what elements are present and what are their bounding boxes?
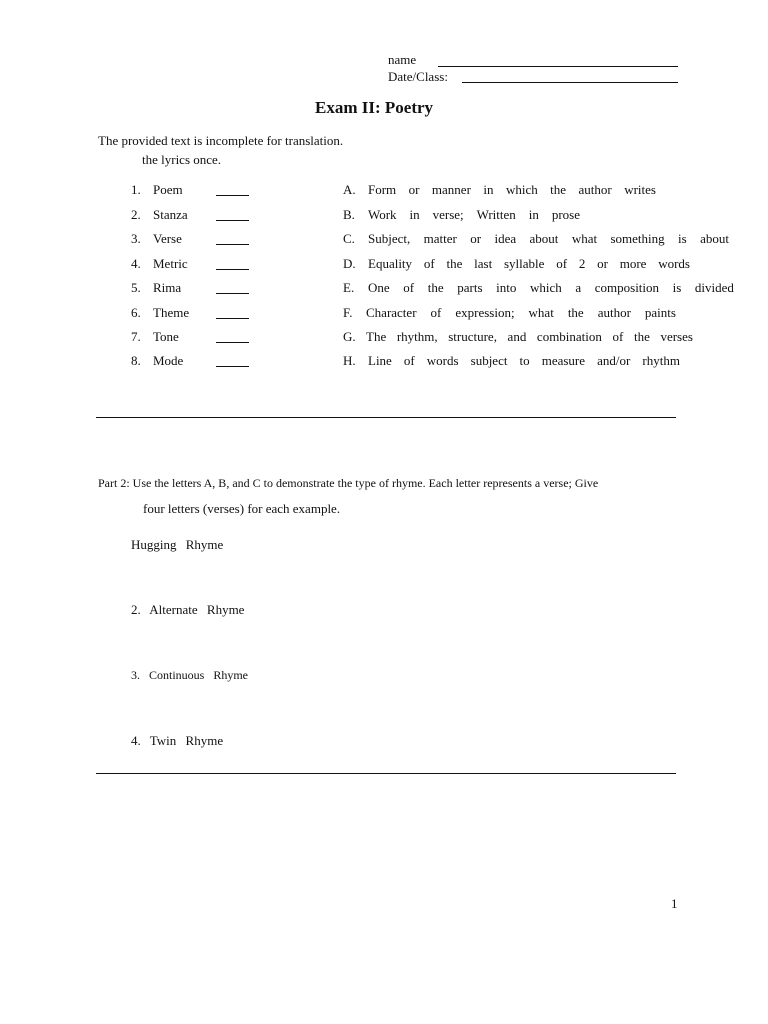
definition-word: 2 (578, 256, 586, 271)
term-label: Rima (153, 280, 182, 295)
definition-word: which (529, 280, 562, 295)
section-divider (96, 417, 676, 418)
definition-word: divided (694, 280, 734, 295)
term-number: 1. (131, 182, 141, 197)
definition-word: rhythm, (396, 329, 438, 344)
definition-word: the (550, 182, 567, 197)
definition-word: words (426, 353, 459, 368)
definition-word: syllable (503, 256, 545, 271)
rhyme-item: 3. Continuous Rhyme (131, 668, 249, 682)
term-label: Metric (153, 256, 188, 271)
definition-word: of (423, 256, 435, 271)
definition-letter: H. (343, 353, 356, 368)
definition-word: prose (551, 207, 580, 222)
definition-word: the (446, 256, 463, 271)
answer-blank[interactable] (216, 342, 249, 343)
definition-letter: F. (343, 305, 353, 320)
term-label: Theme (153, 305, 190, 320)
definition-text (368, 353, 680, 369)
term-label: Poem (153, 182, 183, 197)
answer-blank[interactable] (216, 318, 249, 319)
definition-word: is (678, 231, 687, 246)
definition-word: of (403, 280, 415, 295)
term-label: Verse (153, 231, 182, 246)
term-number: 5. (131, 280, 141, 295)
answer-blank[interactable] (216, 220, 249, 221)
term-number: 8. (131, 353, 141, 368)
definition-word: Line (368, 353, 392, 368)
term-number: 2. (131, 207, 141, 222)
term-number: 6. (131, 305, 141, 320)
page-number: 1 (671, 896, 678, 911)
definition-word: of (556, 256, 568, 271)
answer-blank[interactable] (216, 195, 249, 196)
definition-word: about (529, 231, 559, 246)
definition-word: Written (476, 207, 516, 222)
definition-word: something (610, 231, 665, 246)
definition-word: verse; (432, 207, 464, 222)
definition-word: in (528, 207, 539, 222)
definition-word: more (619, 256, 647, 271)
intro-line-1: The provided text is incomplete for translation. (98, 133, 344, 148)
definition-word: matter (423, 231, 457, 246)
definition-letter: B. (343, 207, 355, 222)
definition-word: parts (457, 280, 483, 295)
name-line (438, 66, 678, 67)
definition-word: a (575, 280, 582, 295)
definition-word: the (633, 329, 650, 344)
definition-word: Equality (368, 256, 413, 271)
definition-word: author (578, 182, 612, 197)
definition-word: which (505, 182, 538, 197)
definition-letter: A. (343, 182, 356, 197)
answer-blank[interactable] (216, 269, 249, 270)
definition-word: or (408, 182, 420, 197)
term-label: Stanza (153, 207, 188, 222)
date-class-line (462, 82, 678, 83)
definition-word: of (430, 305, 442, 320)
definition-word: or (597, 256, 608, 271)
definition-letter: E. (343, 280, 355, 295)
answer-blank[interactable] (216, 244, 249, 245)
term-number: 7. (131, 329, 141, 344)
part2-instructions-line-2: four letters (verses) for each example. (143, 501, 341, 516)
intro-line-2: the lyrics once. (142, 152, 222, 167)
definition-word: the (567, 305, 584, 320)
definition-word: what (571, 231, 598, 246)
definition-word: in (409, 207, 420, 222)
definition-word: the (427, 280, 444, 295)
definition-word: last (474, 256, 493, 271)
definition-word: what (528, 305, 554, 320)
definition-word: manner (431, 182, 471, 197)
definition-word: idea (494, 231, 517, 246)
definition-word: Form (368, 182, 397, 197)
definition-word: writes (624, 182, 656, 197)
definition-word: and (507, 329, 527, 344)
definition-text (368, 231, 729, 247)
definition-word: measure (541, 353, 586, 368)
definition-text (368, 207, 580, 223)
definition-word: verses (660, 329, 693, 344)
definition-text (366, 305, 676, 321)
answer-blank[interactable] (216, 293, 249, 294)
definition-word: author (597, 305, 631, 320)
definition-word: paints (644, 305, 676, 320)
definition-word: to (519, 353, 530, 368)
section-divider (96, 773, 676, 774)
definition-word: expression; (455, 305, 515, 320)
definition-word: of (612, 329, 624, 344)
definition-word: Character (366, 305, 417, 320)
term-label: Tone (153, 329, 179, 344)
definition-word: Work (368, 207, 397, 222)
definition-word: One (368, 280, 390, 295)
definition-word: and/or (597, 353, 631, 368)
page-title: Exam II: Poetry (315, 98, 434, 117)
rhyme-item: 4. Twin Rhyme (131, 733, 224, 748)
answer-blank[interactable] (216, 366, 249, 367)
definition-word: or (470, 231, 482, 246)
definition-word: Subject, (368, 231, 411, 246)
rhyme-item: Hugging Rhyme (131, 537, 224, 552)
name-label: name (388, 52, 417, 67)
definition-text (368, 182, 656, 198)
definition-word: is (672, 280, 682, 295)
term-number: 4. (131, 256, 141, 271)
term-number: 3. (131, 231, 141, 246)
definition-word: subject (470, 353, 508, 368)
definition-letter: C. (343, 231, 355, 246)
part2-instructions-line-1: Part 2: Use the letters A, B, and C to demonstrate the type of rhyme. Each letter represents a verse; Give (98, 476, 599, 490)
definition-word: words (658, 256, 690, 271)
definition-letter: G. (343, 329, 356, 344)
definition-word: about (700, 231, 729, 246)
definition-word: rhythm (642, 353, 680, 368)
definition-word: into (496, 280, 517, 295)
definition-word: The (366, 329, 387, 344)
definition-text (368, 256, 690, 272)
rhyme-item: 2. Alternate Rhyme (131, 602, 245, 617)
date-class-label: Date/Class: (388, 69, 448, 84)
definition-word: structure, (448, 329, 497, 344)
definition-text (368, 280, 734, 296)
term-label: Mode (153, 353, 184, 368)
definition-word: composition (594, 280, 660, 295)
definition-letter: D. (343, 256, 356, 271)
definition-word: combination (536, 329, 602, 344)
definition-text (366, 329, 693, 345)
definition-word: in (483, 182, 494, 197)
definition-word: of (403, 353, 415, 368)
